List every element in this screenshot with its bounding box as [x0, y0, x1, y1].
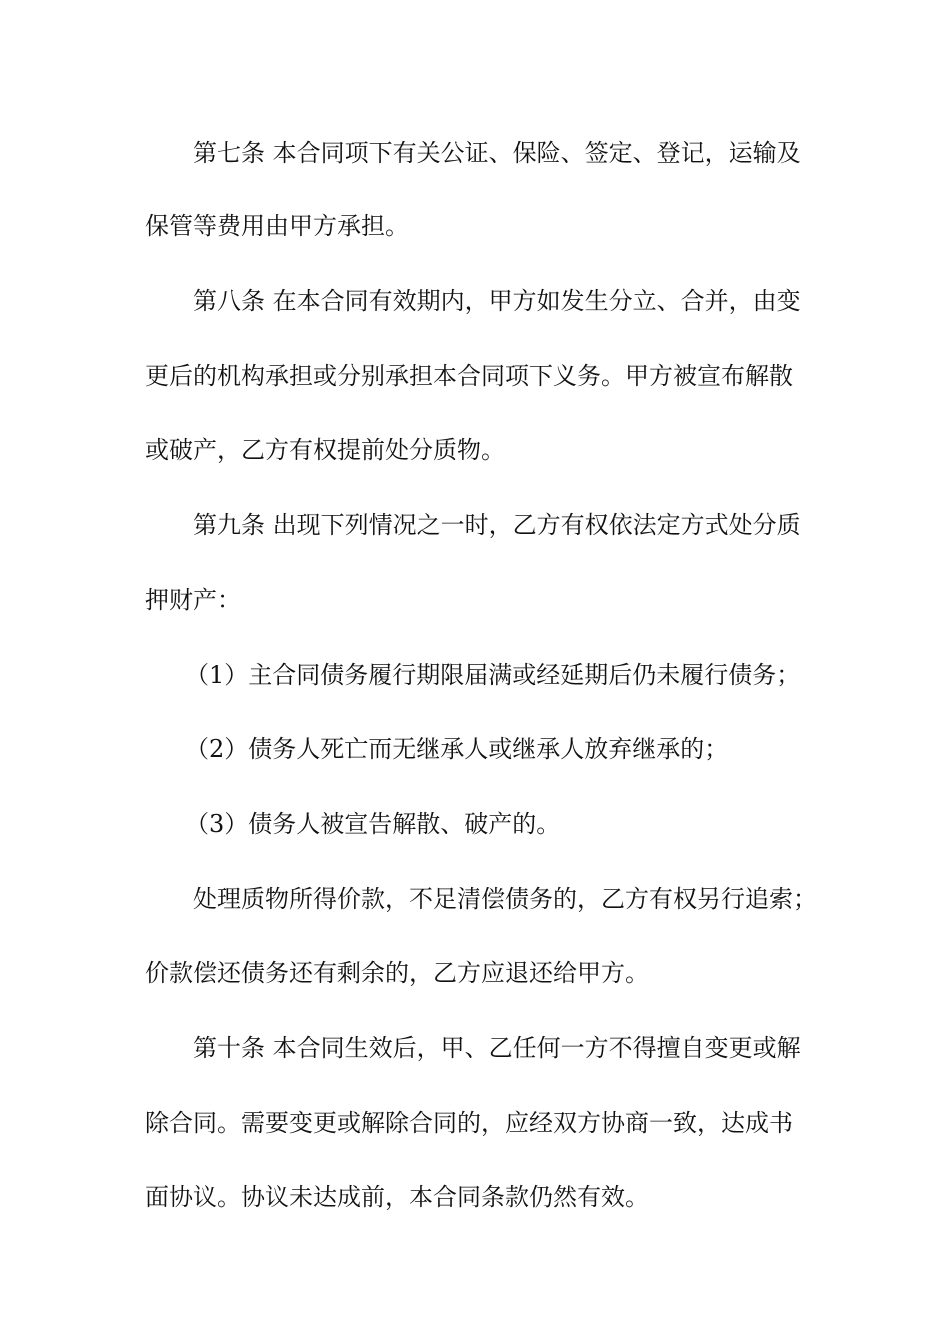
article-10-line-1: 第十条 本合同生效后，甲、乙任何一方不得擅自变更或解 [193, 1034, 801, 1062]
article-9-line-1: 第九条 出现下列情况之一时，乙方有权依法定方式处分质 [193, 511, 801, 539]
article-8-line-2: 更后的机构承担或分别承担本合同项下义务。甲方被宣布解散 [145, 362, 793, 390]
article-9-item-1: （1）主合同债务履行期限届满或经延期后仍未履行债务； [185, 661, 801, 689]
article-9-line-2: 押财产： [145, 586, 241, 614]
article-9-item-2: （2）债务人死亡而无继承人或继承人放弃继承的； [185, 735, 729, 763]
article-7-line-1: 第七条 本合同项下有关公证、保险、签定、登记，运输及 [193, 139, 801, 167]
proceeds-line-2: 价款偿还债务还有剩余的，乙方应退还给甲方。 [145, 959, 649, 987]
article-7-line-2: 保管等费用由甲方承担。 [145, 212, 409, 240]
article-10-line-2: 除合同。需要变更或解除合同的，应经双方协商一致，达成书 [145, 1109, 793, 1137]
article-9-item-3: （3）债务人被宣告解散、破产的。 [185, 810, 561, 838]
article-10-line-3: 面协议。协议未达成前，本合同条款仍然有效。 [145, 1183, 649, 1211]
article-8-line-1: 第八条 在本合同有效期内，甲方如发生分立、合并，由变 [193, 287, 801, 315]
article-8-line-3: 或破产，乙方有权提前处分质物。 [145, 436, 505, 464]
proceeds-line-1: 处理质物所得价款，不足清偿债务的，乙方有权另行追索； [193, 885, 817, 913]
